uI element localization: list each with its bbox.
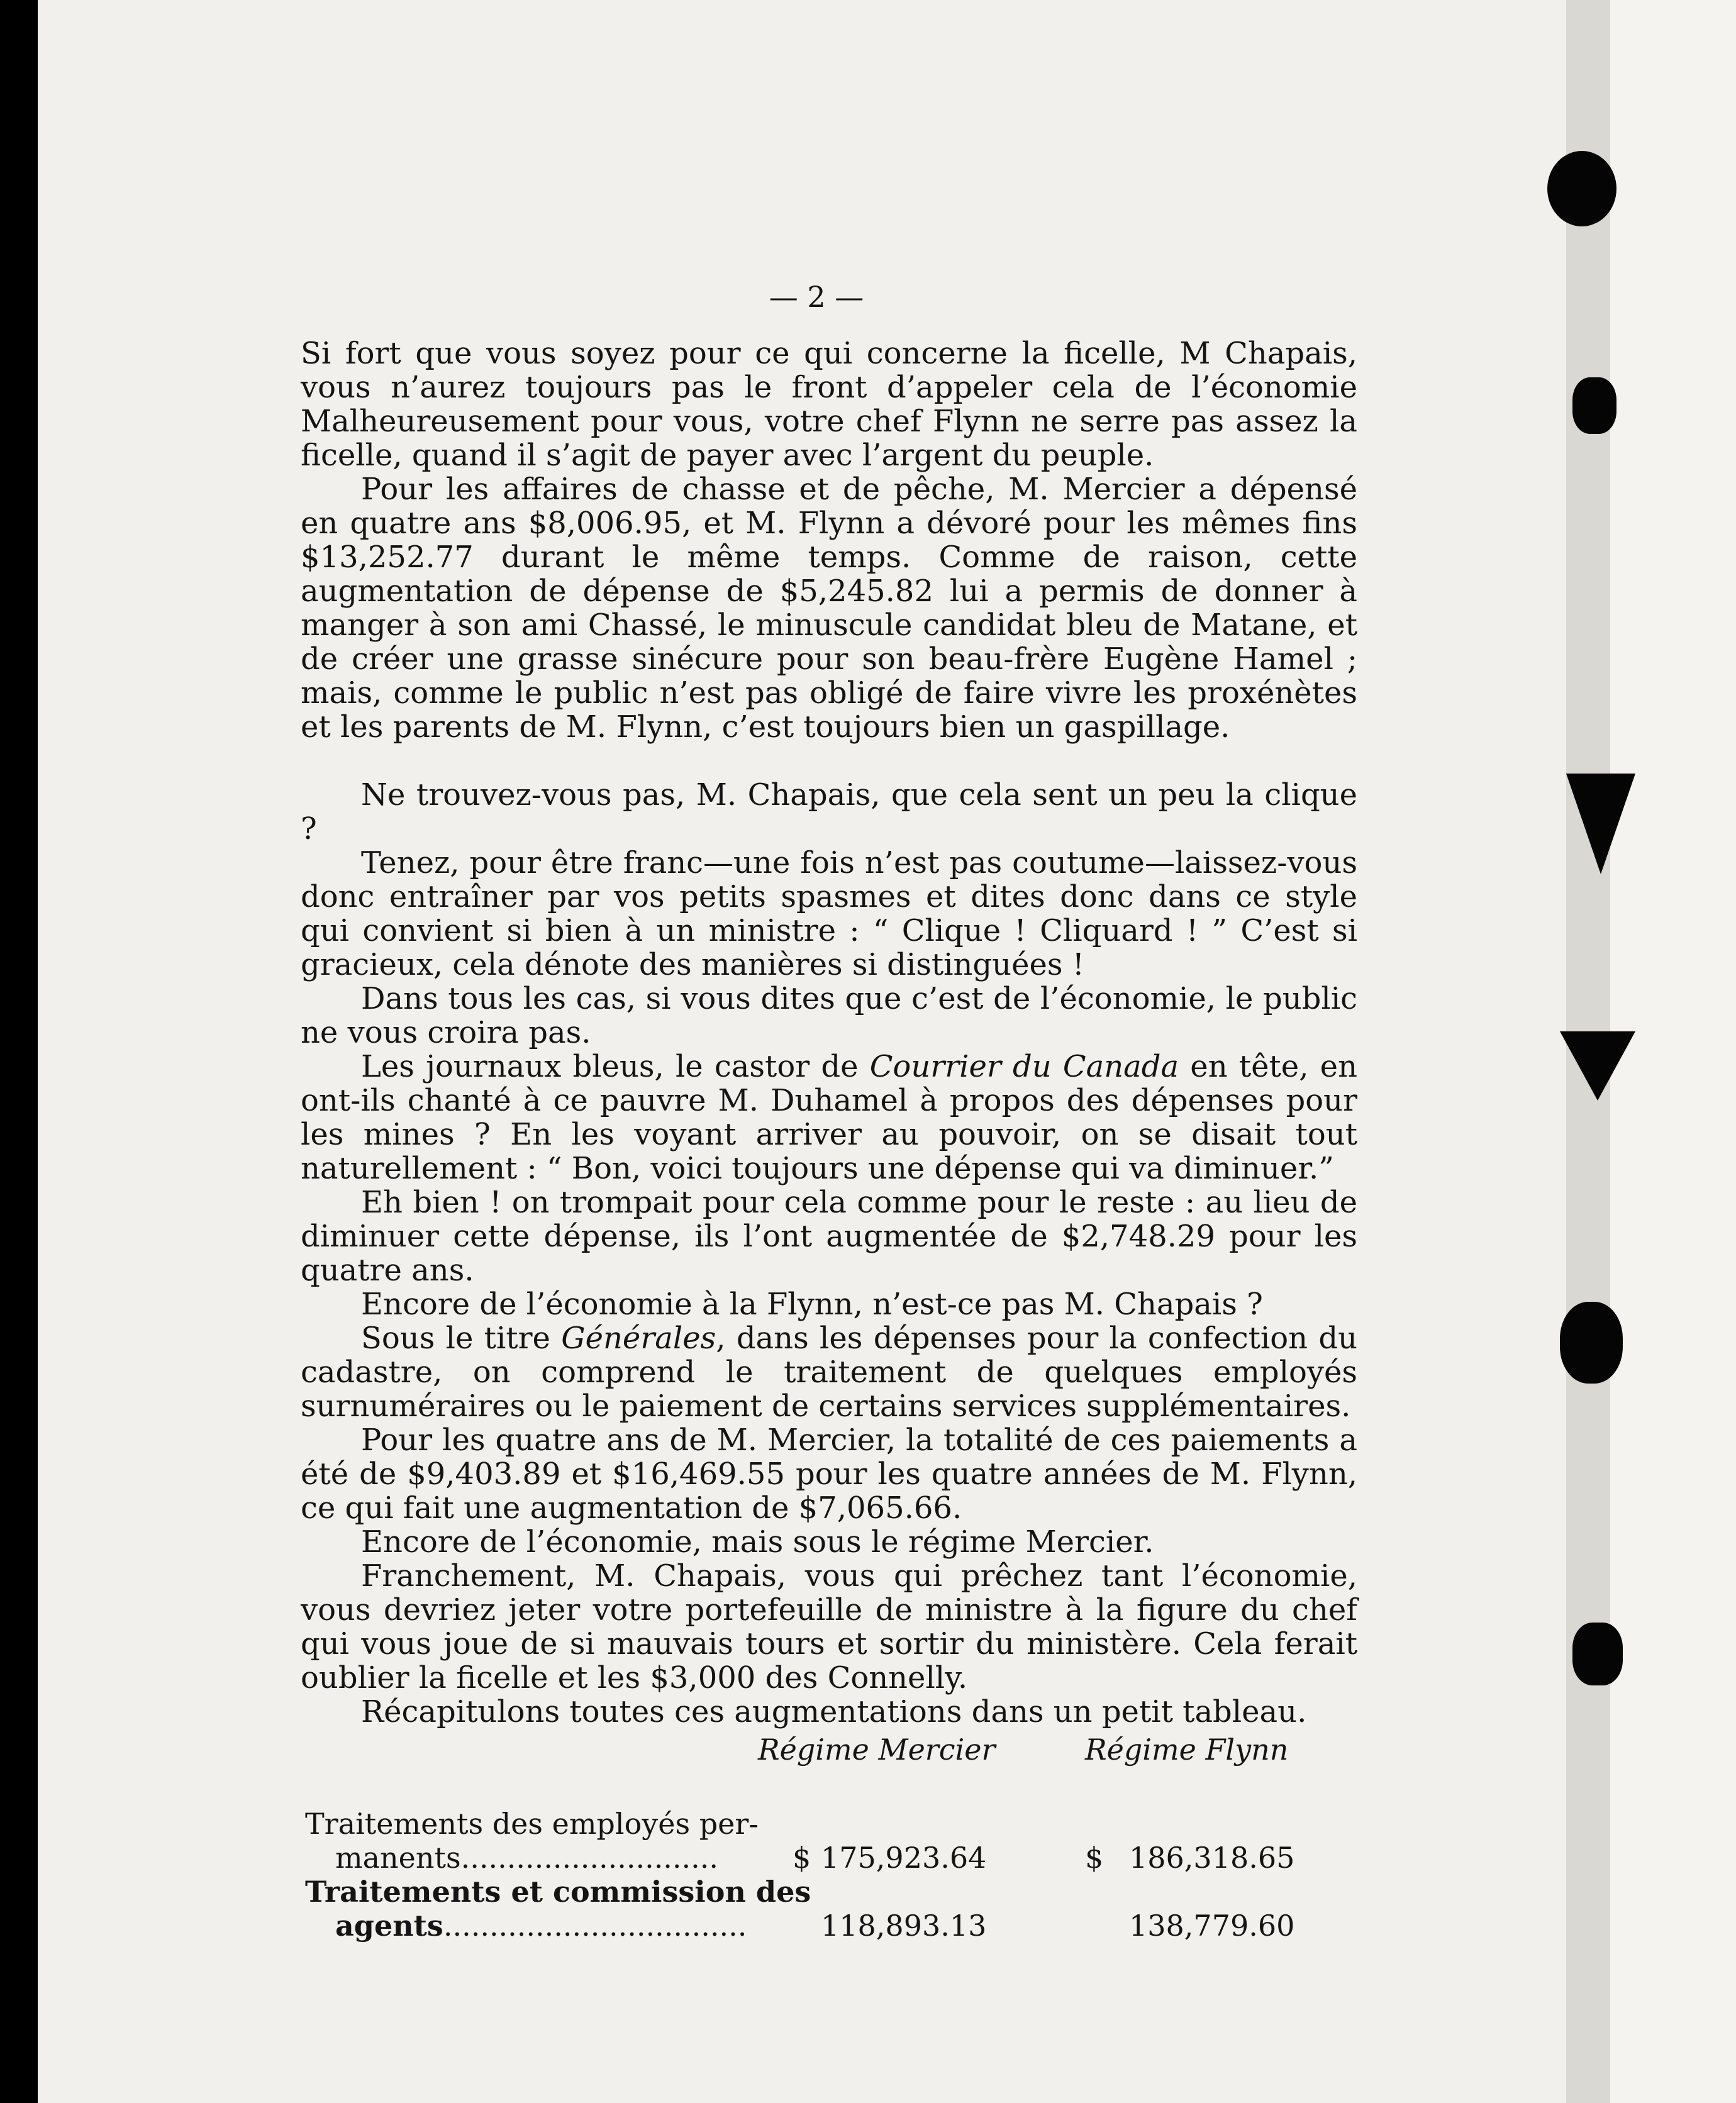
paragraph: Encore de l’économie, mais sous le régime Mercier. (361, 1524, 1154, 1560)
ink-blot (1572, 1623, 1623, 1685)
text-run: Les journaux bleus, le castor de (361, 1049, 859, 1084)
value-flynn: 138,779.60 (1129, 1909, 1295, 1943)
table-row-label (305, 1807, 759, 1875)
row-label-line: Traitements des employés per- (305, 1807, 759, 1841)
row-label-text: agents (335, 1909, 443, 1943)
paragraph: Tenez, pour être franc—une fois n’est pas coutume—laissez-vous donc entraîner par vos petits spasmes et dites donc dans ce style qui convient si bien à un ministre : “ Clique ! Cliquard ! ” C’est si gracieux, cela dénote des manières si distinguées ! (301, 845, 1357, 982)
document-body (301, 280, 1357, 1729)
paragraph: Récapitulons toutes ces augmentations dans un petit tableau. (361, 1694, 1307, 1729)
paragraph: Encore de l’économie à la Flynn, n’est-ce pas M. Chapais ? (361, 1287, 1263, 1322)
dollar-sign: $ (1085, 1841, 1104, 1875)
newspaper-title: Courrier du Canada (869, 1049, 1179, 1084)
facing-page-edge (1610, 0, 1736, 2103)
column-header-mercier: Régime Mercier (758, 1733, 996, 1767)
row-label-text: manents (335, 1841, 461, 1875)
ink-blot (1572, 377, 1616, 434)
text-run: , dans les dépenses pour la confection du cadastre, on comprend le traitement de quelques employés surnuméraires ou le paiement de certains services supplémentaires. (301, 1321, 1357, 1424)
ink-blot (1560, 1302, 1623, 1384)
row-label-line (305, 1909, 811, 1943)
dot-leader: ................................. (443, 1909, 747, 1943)
page-number: — 2 — (769, 280, 864, 314)
value-mercier: 175,923.64 (821, 1841, 987, 1875)
paragraph: Si fort que vous soyez pour ce qui concerne la ficelle, M Chapais, vous n’aurez toujours pas le front d’appeler cela de l’économie Malheureusement pour vous, votre chef Flynn ne serre pas assez la ficelle, quand il s’agit de payer avec l’argent du peuple. (301, 336, 1357, 473)
table-row-label (305, 1875, 811, 1943)
text-run: Sous le titre (361, 1321, 550, 1356)
ink-blot (1547, 151, 1616, 226)
paragraph: Franchement, M. Chapais, vous qui prêchez tant l’économie, vous devriez jeter votre portefeuille de ministre à la figure du chef qui vous joue de si mauvais tours et sortir du ministère. Cela ferait oublier la ficelle et les $3,000 des Connelly. (301, 1558, 1357, 1695)
column-header-flynn: Régime Flynn (1085, 1733, 1289, 1767)
paragraph: Pour les quatre ans de M. Mercier, la totalité de ces paiements a été de $9,403.89 et $16,469.55 pour les quatre années de M. Flynn, ce qui fait une augmentation de $7,065.66. (301, 1423, 1357, 1526)
row-label-line (305, 1841, 759, 1875)
value-flynn: 186,318.65 (1129, 1841, 1295, 1875)
paragraph (301, 1321, 1357, 1423)
dollar-sign: $ (793, 1841, 811, 1875)
paragraph: Pour les affaires de chasse et de pêche, M. Mercier a dépensé en quatre ans $8,006.95, et M. Flynn a dévoré pour les mêmes fins $13,252.77 durant le même temps. Comme de raison, cette augmentation de dépense de $5,245.82 lui a permis de donner à manger à son ami Chassé, le minuscule candidat bleu de Matane, et de créer une grasse sinécure pour son beau-frère Eugène Hamel ; mais, comme le public n’est pas obligé de faire vivre les proxénètes et les parents de M. Flynn, c’est toujours bien un gaspillage. (301, 472, 1357, 745)
paragraph: Eh bien ! on trompait pour cela comme pour le reste : au lieu de diminuer cette dépense, ils l’ont augmentée de $2,748.29 pour les quatre ans. (301, 1185, 1357, 1288)
paragraph: Ne trouvez-vous pas, M. Chapais, que cela sent un peu la clique ? (301, 777, 1357, 846)
section-title: Générales (561, 1321, 716, 1356)
paragraph: Dans tous les cas, si vous dites que c’est de l’économie, le public ne vous croira pas. (301, 981, 1357, 1050)
value-mercier: 118,893.13 (821, 1909, 987, 1943)
row-label-line: Traitements et commission des (305, 1875, 811, 1909)
paragraph (301, 1050, 1357, 1185)
dot-leader: ............................ (460, 1841, 719, 1875)
text-run: en tête, en ont-ils chanté à ce pauvre M. Duhamel à propos des dépenses pour les mines ? En les voyant arriver au pouvoir, on se disait tout naturellement : “ Bon, voici toujours une dépense qui va diminuer.” (301, 1049, 1357, 1186)
binding-shadow (0, 868, 38, 2100)
